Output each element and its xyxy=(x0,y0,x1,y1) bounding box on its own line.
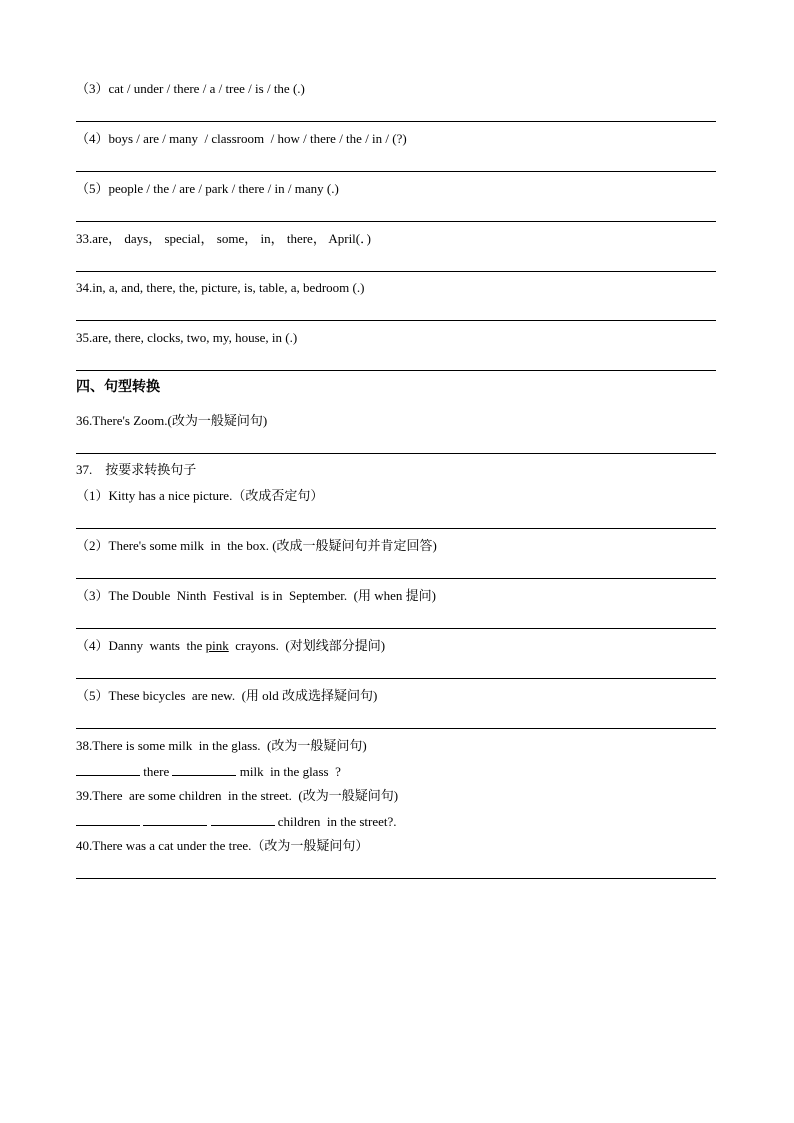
item-37-4 xyxy=(76,638,385,654)
item-32-5: （5）people / the / are / park / there / in / many (.) xyxy=(76,181,339,196)
underlined-word: pink xyxy=(205,638,229,653)
item-33: 33.are， days， special， some， in， there， April(．) xyxy=(76,231,371,246)
item-37-3: （3）The Double Ninth Festival is in September. (用 when 提问) xyxy=(76,588,436,603)
item-37-4-text: （4）Danny wants the xyxy=(76,638,206,653)
answer-line xyxy=(76,878,716,879)
item-34: 34.in, a, and, there, the, picture, is, table, a, bedroom (.) xyxy=(76,280,365,295)
item-39-fill xyxy=(76,813,397,830)
fill-text: milk in the glass ? xyxy=(236,764,341,779)
item-37-5: （5）These bicycles are new. (用 old 改成选择疑问句) xyxy=(76,688,378,703)
item-37-1: （1）Kitty has a nice picture.（改成否定句） xyxy=(76,488,324,503)
answer-line xyxy=(76,728,716,729)
answer-line xyxy=(76,628,716,629)
item-37-title: 37. 按要求转换句子 xyxy=(76,462,197,477)
answer-line xyxy=(76,528,716,529)
item-37-2: （2）There's some milk in the box. (改成一般疑问句并肯定回答) xyxy=(76,538,437,553)
item-38: 38.There is some milk in the glass. (改为一般疑问句) xyxy=(76,738,367,753)
answer-line xyxy=(76,370,716,371)
item-40: 40.There was a cat under the tree.（改为一般疑问句） xyxy=(76,838,369,853)
item-37-4-text-end: crayons. (对划线部分提问) xyxy=(228,638,386,653)
item-38-fill xyxy=(76,763,341,780)
fill-blank[interactable] xyxy=(76,763,140,776)
item-39: 39.There are some children in the street. (改为一般疑问句) xyxy=(76,788,399,803)
fill-blank[interactable] xyxy=(172,763,236,776)
answer-line xyxy=(76,678,716,679)
fill-blank[interactable] xyxy=(76,813,140,826)
item-36: 36.There's Zoom.(改为一般疑问句) xyxy=(76,413,268,428)
answer-line xyxy=(76,221,716,222)
answer-line xyxy=(76,171,716,172)
answer-line xyxy=(76,121,716,122)
fill-blank[interactable] xyxy=(211,813,275,826)
item-32-4: （4）boys / are / many / classroom / how / there / the / in / (?) xyxy=(76,131,407,146)
answer-line xyxy=(76,578,716,579)
answer-line xyxy=(76,320,716,321)
answer-line xyxy=(76,453,716,454)
item-32-3: （3）cat / under / there / a / tree / is / the (.) xyxy=(76,81,305,96)
section-title: 四、句型转换 xyxy=(76,379,160,395)
fill-text: children in the street?. xyxy=(274,814,397,829)
answer-line xyxy=(76,271,716,272)
item-35: 35.are, there, clocks, two, my, house, in (.) xyxy=(76,330,298,345)
fill-text: there xyxy=(140,764,173,779)
fill-blank[interactable] xyxy=(143,813,207,826)
